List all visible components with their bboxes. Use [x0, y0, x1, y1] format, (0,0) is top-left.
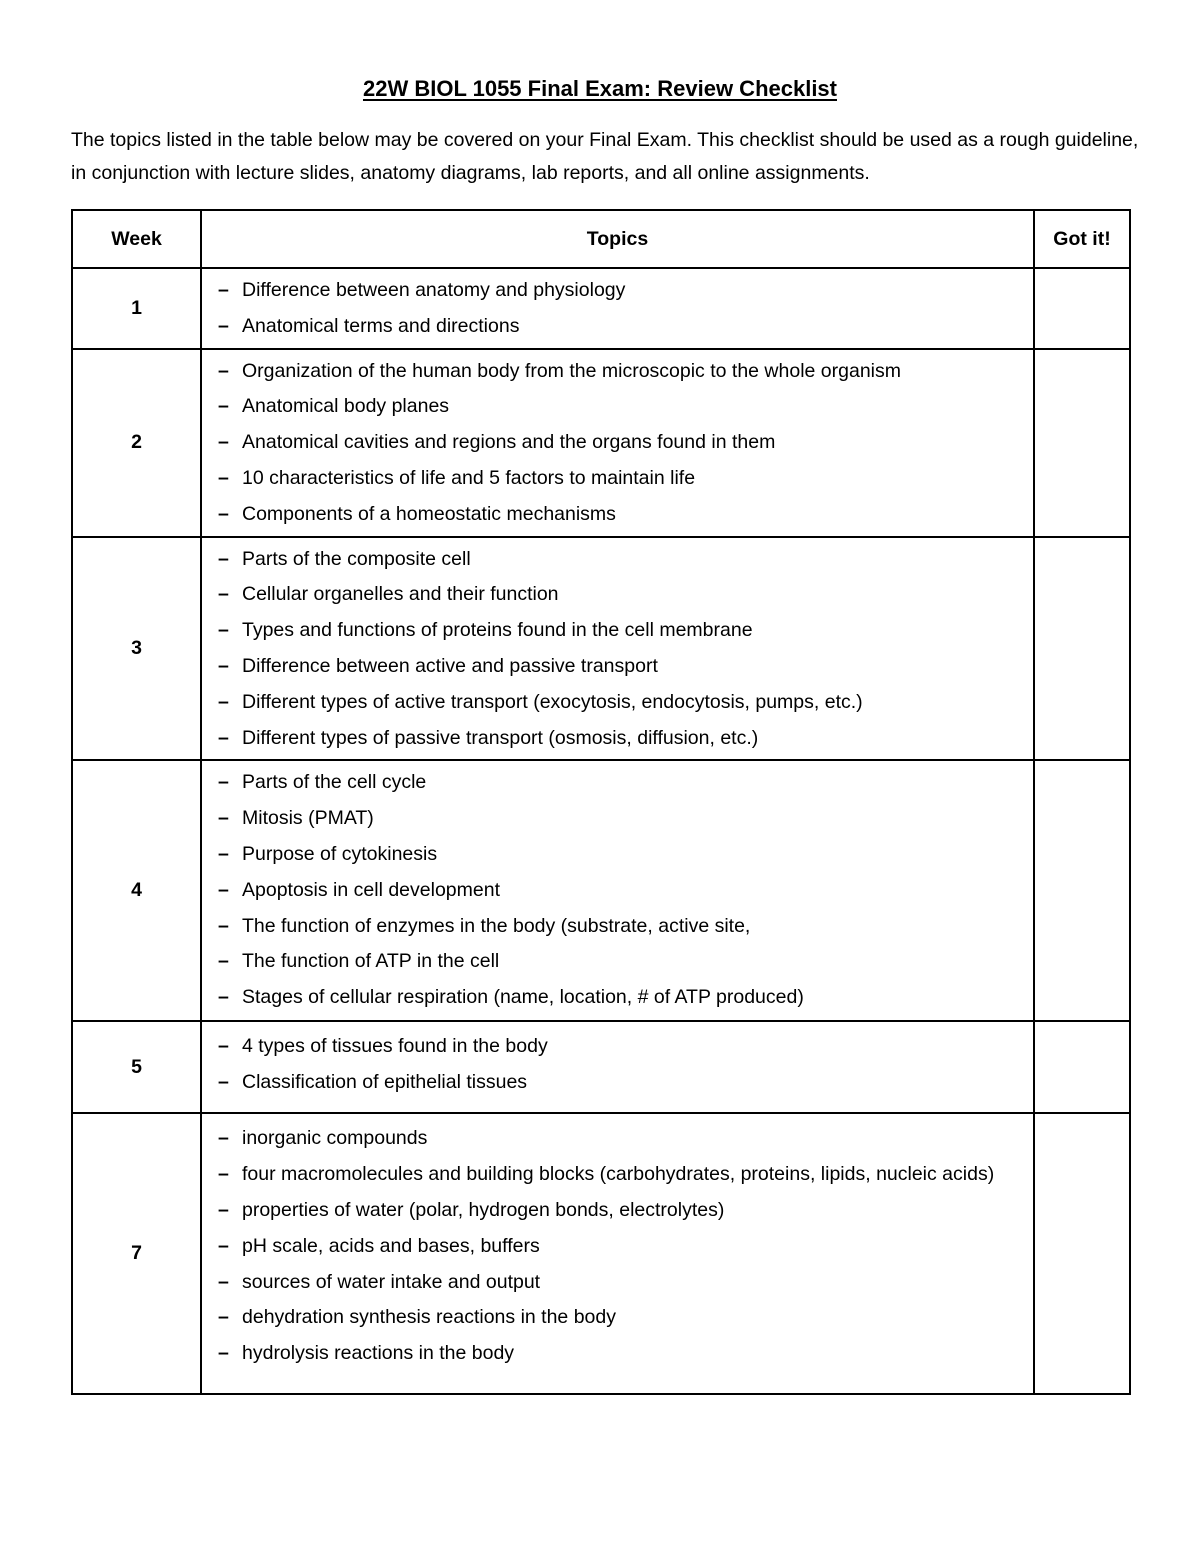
topics-cell: [201, 1113, 1034, 1394]
week-number: 5: [72, 1021, 201, 1113]
topic-text: hydrolysis reactions in the body: [242, 1342, 515, 1365]
topic-list: [202, 1022, 1033, 1096]
dash-bullet-icon: –: [218, 878, 229, 901]
topic-item: [216, 1303, 1023, 1331]
topic-text: Parts of the cell cycle: [242, 771, 427, 794]
topic-list: [202, 269, 1033, 340]
got-it-checkbox-cell[interactable]: [1034, 1113, 1130, 1394]
topic-text: Components of a homeostatic mechanisms: [242, 502, 616, 525]
topic-text: Anatomical terms and directions: [242, 314, 520, 337]
topic-item: [216, 768, 1023, 796]
topic-text: Apoptosis in cell development: [242, 878, 500, 901]
topic-text: Different types of active transport (exocytosis, endocytosis, pumps, etc.): [242, 690, 863, 713]
dash-bullet-icon: –: [218, 279, 229, 301]
dash-bullet-icon: –: [218, 1270, 229, 1293]
topics-column-header: Topics: [201, 210, 1034, 268]
dash-bullet-icon: –: [218, 431, 229, 454]
topic-item: [216, 724, 1023, 752]
dash-bullet-icon: –: [218, 1198, 229, 1221]
topic-item: [216, 1032, 1023, 1060]
week-number: 4: [72, 760, 201, 1021]
document-title: 22W BIOL 1055 Final Exam: Review Checklist: [362, 76, 837, 101]
topic-item: [216, 876, 1023, 904]
topics-cell: [201, 1021, 1034, 1113]
got-it-checkbox-cell[interactable]: [1034, 760, 1130, 1021]
table-row: [72, 349, 1130, 537]
topic-item: [216, 312, 1023, 340]
topic-item: [216, 464, 1023, 492]
topic-text: Cellular organelles and their function: [242, 583, 559, 606]
topic-text: Anatomical body planes: [242, 395, 450, 418]
table-row: [72, 268, 1130, 349]
topics-cell: [201, 349, 1034, 537]
table-header-row: [72, 210, 1130, 268]
topic-text: Organization of the human body from the microscopic to the whole organism: [242, 359, 902, 382]
dash-bullet-icon: –: [218, 583, 229, 606]
topic-text: Classification of epithelial tissues: [242, 1071, 528, 1094]
topic-text: 10 characteristics of life and 5 factors to maintain life: [242, 466, 696, 489]
dash-bullet-icon: –: [218, 547, 229, 570]
table-row: [72, 537, 1130, 761]
dash-bullet-icon: –: [218, 771, 229, 794]
week-number: 3: [72, 537, 201, 761]
topic-item: [216, 688, 1023, 716]
topic-item: [216, 1232, 1023, 1260]
topic-text: Stages of cellular respiration (name, location, # of ATP produced): [242, 986, 804, 1009]
topics-cell: [201, 537, 1034, 761]
week-number: 2: [72, 349, 201, 537]
topic-item: [216, 276, 1023, 304]
topic-item: [216, 983, 1023, 1011]
dash-bullet-icon: –: [218, 1127, 229, 1150]
topic-item: [216, 500, 1023, 528]
topic-text: Different types of passive transport (osmosis, diffusion, etc.): [242, 726, 759, 749]
topics-cell: [201, 268, 1034, 349]
topic-item: [216, 947, 1023, 975]
table-row: [72, 760, 1130, 1021]
table-body: [72, 268, 1130, 1394]
topic-list: [202, 350, 1033, 528]
topic-text: Types and functions of proteins found in the cell membrane: [242, 619, 753, 642]
topic-item: [216, 357, 1023, 385]
dash-bullet-icon: –: [218, 502, 229, 525]
topic-text: Difference between anatomy and physiology: [242, 279, 626, 301]
topic-item: [216, 392, 1023, 420]
topic-text: Mitosis (PMAT): [242, 807, 374, 830]
topic-list: [202, 761, 1033, 1011]
dash-bullet-icon: –: [218, 1071, 229, 1094]
got-it-column-header: Got it!: [1034, 210, 1130, 268]
table-row: [72, 1021, 1130, 1113]
dash-bullet-icon: –: [218, 726, 229, 749]
dash-bullet-icon: –: [218, 914, 229, 937]
got-it-checkbox-cell[interactable]: [1034, 1021, 1130, 1113]
dash-bullet-icon: –: [218, 950, 229, 973]
topic-item: [216, 1339, 1023, 1367]
topic-text: Difference between active and passive transport: [242, 654, 658, 677]
topic-text: The function of ATP in the cell: [242, 950, 500, 973]
review-checklist-table: [71, 209, 1131, 1395]
topic-list: [202, 1114, 1033, 1367]
topic-text: Purpose of cytokinesis: [242, 842, 438, 865]
topic-item: [216, 545, 1023, 573]
dash-bullet-icon: –: [218, 314, 229, 337]
dash-bullet-icon: –: [218, 842, 229, 865]
dash-bullet-icon: –: [218, 359, 229, 382]
topic-text: four macromolecules and building blocks (carbohydrates, proteins, lipids, nucleic acids): [242, 1163, 995, 1186]
dash-bullet-icon: –: [218, 619, 229, 642]
topic-item: [216, 840, 1023, 868]
got-it-checkbox-cell[interactable]: [1034, 349, 1130, 537]
dash-bullet-icon: –: [218, 395, 229, 418]
topic-text: sources of water intake and output: [242, 1270, 541, 1293]
got-it-checkbox-cell[interactable]: [1034, 268, 1130, 349]
topic-item: [216, 912, 1023, 940]
dash-bullet-icon: –: [218, 986, 229, 1009]
got-it-checkbox-cell[interactable]: [1034, 537, 1130, 761]
dash-bullet-icon: –: [218, 1306, 229, 1329]
dash-bullet-icon: –: [218, 807, 229, 830]
topic-item: [216, 1196, 1023, 1224]
topic-item: [216, 428, 1023, 456]
topic-text: Parts of the composite cell: [242, 547, 471, 570]
topic-text: inorganic compounds: [242, 1127, 428, 1150]
week-number: 1: [72, 268, 201, 349]
topic-text: dehydration synthesis reactions in the body: [242, 1306, 616, 1329]
table-row: [72, 1113, 1130, 1394]
dash-bullet-icon: –: [218, 1035, 229, 1058]
topic-text: properties of water (polar, hydrogen bonds, electrolytes): [242, 1198, 725, 1221]
dash-bullet-icon: –: [218, 466, 229, 489]
topic-text: The function of enzymes in the body (substrate, active site,: [242, 914, 751, 937]
week-column-header: Week: [72, 210, 201, 268]
topic-text: pH scale, acids and bases, buffers: [242, 1234, 540, 1257]
topic-item: [216, 1160, 1023, 1188]
topic-text: 4 types of tissues found in the body: [242, 1035, 548, 1058]
topics-cell: [201, 760, 1034, 1021]
dash-bullet-icon: –: [218, 1163, 229, 1186]
topic-item: [216, 1068, 1023, 1096]
dash-bullet-icon: –: [218, 654, 229, 677]
topic-item: [216, 1268, 1023, 1296]
topic-item: [216, 1124, 1023, 1152]
topic-item: [216, 616, 1023, 644]
topic-item: [216, 804, 1023, 832]
intro-paragraph: The topics listed in the table below may be covered on your Final Exam. This checklist should be used as a rough guideline, in conjunction with lecture slides, anatomy diagrams, lab reports, and all online assignments.: [71, 129, 1139, 184]
topic-list: [202, 538, 1033, 752]
dash-bullet-icon: –: [218, 1234, 229, 1257]
week-number: 7: [72, 1113, 201, 1394]
topic-text: Anatomical cavities and regions and the organs found in them: [242, 431, 776, 454]
dash-bullet-icon: –: [218, 1342, 229, 1365]
dash-bullet-icon: –: [218, 690, 229, 713]
topic-item: [216, 652, 1023, 680]
topic-item: [216, 580, 1023, 608]
